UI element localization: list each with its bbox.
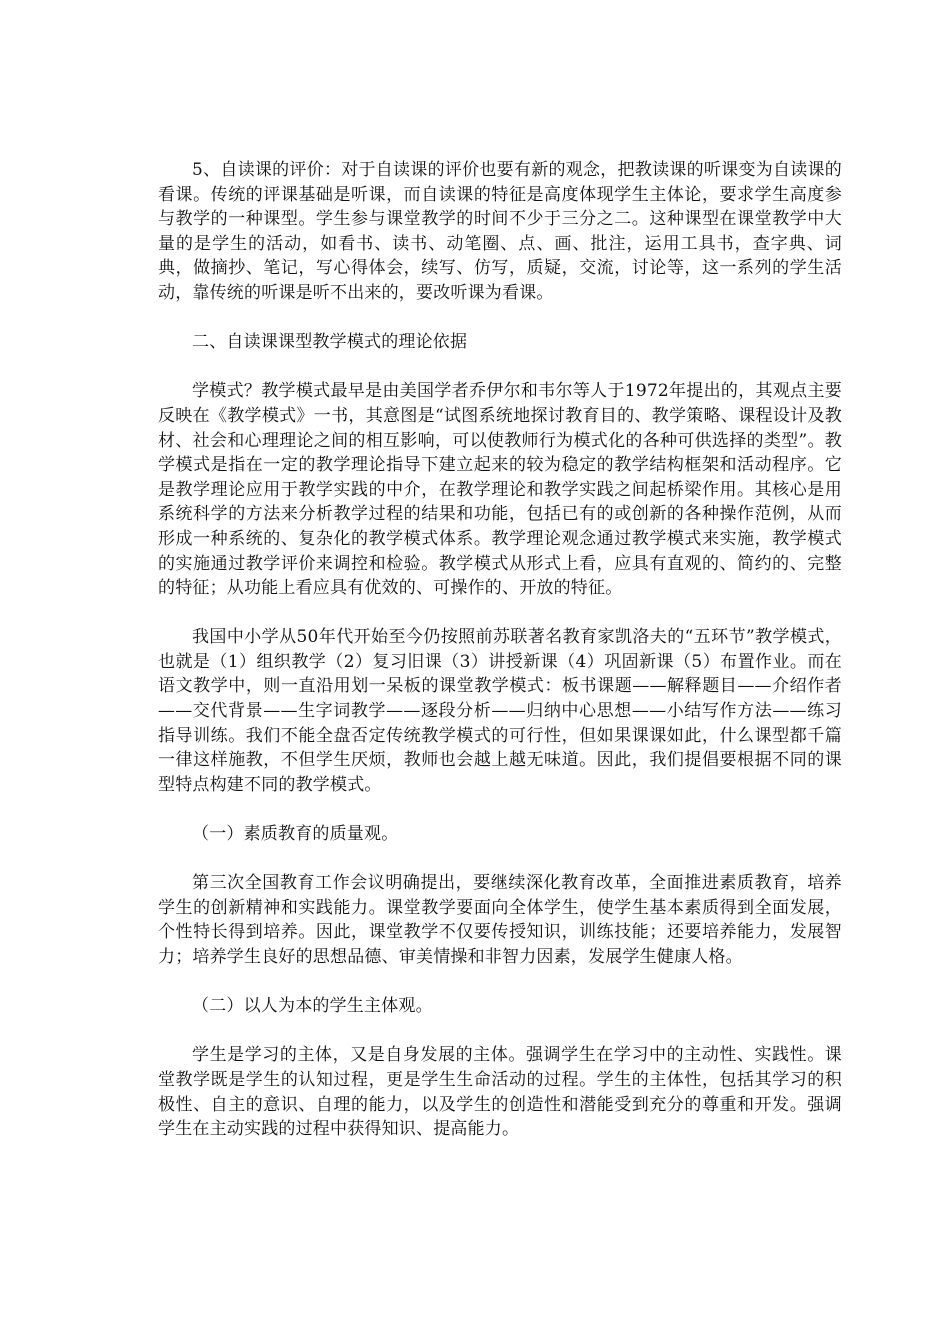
- document-body: [158, 158, 842, 1166]
- paragraph-student-subject: 学生是学习的主体，又是自身发展的主体。强调学生在学习中的主动性、实践性。课堂教学既是学生的认知过程，更是学生生命活动的过程。学生的主体性，包括其学习的积极性、自主的意识、自理的能力，以及学生的创造性和潜能受到充分的尊重和开发。强调学生在主动实践的过程中获得知识、提高能力。: [158, 1045, 842, 1140]
- paragraph-teaching-model-definition: 学模式？教学模式最早是由美国学者乔伊尔和韦尔等人于1972年提出的，其观点主要反映在《教学模式》一书，其意图是“试图系统地探讨教育目的、教学策略、课程设计及教材、社会和心理理论之间的相互影响，可以使教师行为模式化的各种可供选择的类型”。教学模式是指在一定的教学理论指导下建立起来的较为稳定的教学结构框架和活动程序。它是教学理论应用于教学实践的中介，在教学理论和教学实践之间起桥梁作用。其核心是用系统科学的方法来分析教学过程的结果和功能，包括已有的或创新的各种操作范例，从而形成一种系统的、复杂化的教学模式体系。教学理论观念通过教学模式来实施，教学模式的实施通过教学评价来调控和检验。教学模式从形式上看，应具有直观的、简约的、完整的特征；从功能上看应具有优效的、可操作的、开放的特征。: [158, 381, 842, 599]
- paragraph-self-reading-evaluation: 5、自读课的评价：对于自读课的评价也要有新的观念，把教读课的听课变为自读课的看课。传统的评课基础是听课，而自读课的特征是高度体现学生主体论，要求学生高度参与教学的一种课型。学生参与课堂教学的时间不少于三分之二。这种课型在课堂教学中大量的是学生的活动，如看书、读书、动笔圈、点、画、批注，运用工具书，查字典、词典，做摘抄、笔记，写心得体会，续写、仿写，质疑，交流，讨论等，这一系列的学生活动，靠传统的听课是听不出来的，要改听课为看课。: [158, 160, 842, 303]
- paragraph-five-steps-model: 我国中小学从50年代开始至今仍按照前苏联著名教育家凯洛夫的“五环节”教学模式，也就是（1）组织教学（2）复习旧课（3）讲授新课（4）巩固新课（5）布置作业。而在语文教学中，则一直沿用划一呆板的课堂教学模式：板书课题——解释题目——介绍作者——交代背景——生字词教学——逐段分析——归纳中心思想——小结写作方法——练习指导训练。我们不能全盘否定传统教学模式的可行性，但如果课课如此，什么课型都千篇一律这样施教，不但学生厌烦，教师也会越上越无味道。因此，我们提倡要根据不同的课型特点构建不同的教学模式。: [158, 627, 842, 795]
- paragraph-quality-education: 第三次全国教育工作会议明确提出，要继续深化教育改革，全面推进素质教育，培养学生的创新精神和实践能力。课堂教学要面向全体学生，使学生基本素质得到全面发展，个性特长得到培养。因此，课堂教学不仅要传授知识，训练技能；还要培养能力，发展智力；培养学生良好的思想品德、审美情操和非智力因素，发展学生健康人格。: [158, 873, 842, 967]
- subheading-student-subject-view: （二）以人为本的学生主体观。: [192, 996, 433, 1017]
- section-heading-theory-basis: 二、自读课课型教学模式的理论依据: [192, 332, 468, 353]
- subheading-quality-view: （一）素质教育的质量观。: [192, 824, 399, 845]
